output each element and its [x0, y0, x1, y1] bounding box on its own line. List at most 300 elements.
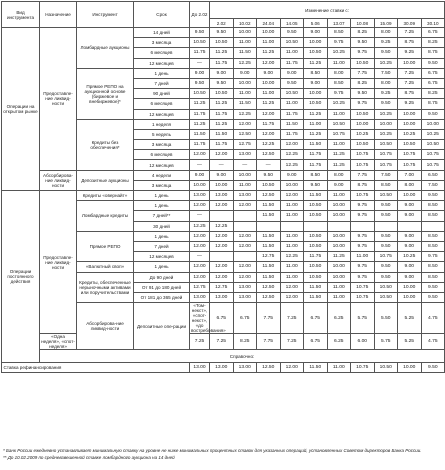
rate-cell: 9.50: [374, 48, 398, 58]
term-cell: 4 недели: [134, 170, 190, 180]
term-cell: 7 дней: [134, 241, 190, 251]
rate-cell: 11.25: [327, 252, 351, 262]
rate-cell: 7.75: [351, 68, 375, 78]
rate-cell: 8.50: [304, 170, 328, 180]
rate-cell: 6.75: [304, 334, 328, 350]
rate-cell: 5.75: [374, 334, 398, 350]
rate-before-cell: 12.75: [190, 282, 210, 292]
rate-before-cell: —: [190, 211, 210, 221]
rate-cell: 12.00: [210, 272, 234, 282]
footnote-1: * Банк России ежедневно устанавливает минимальную ставку на уровне не ниже минимальных процентных ставок для указанных операций, установленных Советом директоров Банка России.: [3, 448, 422, 453]
rate-cell: 13.00: [233, 292, 257, 302]
term-cell: 3 месяца: [134, 140, 190, 150]
rate-cell: 11.50: [304, 292, 328, 302]
rate-cell: 9.75: [351, 272, 375, 282]
rate-cell: 9.00: [210, 170, 234, 180]
rate-cell: 6.50: [421, 170, 445, 180]
rate-cell: 11.00: [327, 140, 351, 150]
rate-cell: 11.25: [327, 160, 351, 170]
rate-cell: 10.00: [280, 180, 304, 190]
reference-label: Справочно:: [40, 350, 445, 363]
rate-cell: 12.00: [210, 231, 234, 241]
group-open-market: Операции на открытом рынке: [2, 28, 40, 191]
refinancing-rate-cell: 13.00: [210, 363, 234, 373]
rate-cell: 10.50: [351, 109, 375, 119]
rate-cell: 8.50: [421, 272, 445, 282]
rate-cell: [210, 211, 234, 221]
rate-cell: 10.50: [304, 231, 328, 241]
rate-cell: 11.25: [304, 58, 328, 68]
rate-cell: 11.50: [257, 231, 281, 241]
rate-cell: 8.50: [421, 211, 445, 221]
rate-cell: 10.25: [374, 129, 398, 139]
rate-cell: 10.25: [374, 58, 398, 68]
rate-cell: [374, 221, 398, 231]
header-date: 13.07: [327, 19, 351, 28]
rate-cell: 6.75: [421, 28, 445, 38]
term-cell: До 90 дней: [134, 272, 190, 282]
rate-before-cell: 9.00: [190, 68, 210, 78]
rate-cell: 10.75: [351, 292, 375, 302]
rate-before-cell: 12.00: [190, 150, 210, 160]
rate-cell: 11.50: [257, 272, 281, 282]
refinancing-label: Ставка рефинансирования: [2, 363, 190, 373]
rate-cell: 11.25: [257, 48, 281, 58]
rate-cell: 6.75: [421, 68, 445, 78]
rate-cell: 11.00: [280, 262, 304, 272]
rate-cell: 10.00: [327, 201, 351, 211]
rate-before-cell: 12.00: [190, 241, 210, 251]
rate-cell: 7.25: [398, 28, 422, 38]
rate-before-cell: 12.25: [190, 221, 210, 231]
rate-cell: 11.75: [304, 252, 328, 262]
term-cell: 12 месяцев: [134, 252, 190, 262]
header-date: 10.02: [233, 19, 257, 28]
rate-cell: 8.50: [421, 201, 445, 211]
rate-cell: 9.50: [210, 28, 234, 38]
rate-cell: 10.25: [374, 109, 398, 119]
header-date: 30.10: [421, 19, 445, 28]
rate-cell: 9.50: [374, 201, 398, 211]
term-cell: «Том-некст», «спот-некст», «до востребования»: [191, 303, 226, 334]
header-term: Срок: [134, 2, 190, 28]
instrument-direct-repo: Прямое РЕПО: [77, 231, 134, 262]
rate-cell: 8.25: [351, 78, 375, 88]
rate-before-cell: 13.00: [190, 292, 210, 302]
rate-before-cell: 10.50: [190, 38, 210, 48]
rate-cell: 10.50: [398, 140, 422, 150]
header-purpose: Назначение: [40, 2, 77, 28]
rate-cell: 10.50: [304, 272, 328, 282]
rate-cell: [327, 221, 351, 231]
term-cell: 12 месяцев: [134, 160, 190, 170]
rate-cell: 12.00: [257, 109, 281, 119]
header-change: Изменение ставки с:: [210, 2, 445, 19]
rate-cell: 10.00: [398, 58, 422, 68]
term-cell: От 91 до 180 дней: [134, 282, 190, 292]
rate-cell: 10.25: [327, 99, 351, 109]
rate-cell: 9.00: [398, 211, 422, 221]
rate-before-cell: 9.50: [190, 78, 210, 88]
rate-cell: 9.00: [398, 231, 422, 241]
rate-cell: 9.00: [398, 262, 422, 272]
rate-cell: [233, 211, 257, 221]
rate-cell: 11.50: [304, 140, 328, 150]
refinancing-rate-cell: 11.50: [304, 363, 328, 373]
instrument-fx-swap: «Валютный своп»: [77, 262, 134, 272]
rate-cell: 11.25: [304, 109, 328, 119]
term-cell: 1 день: [134, 68, 190, 78]
rate-cell: 8.50: [327, 78, 351, 88]
rate-cell: 6.75: [304, 303, 328, 334]
rate-cell: 10.75: [421, 160, 445, 170]
rate-cell: 7.50: [374, 68, 398, 78]
refinancing-rate-cell: 9.50: [421, 363, 445, 373]
rate-before-cell: 11.50: [190, 129, 210, 139]
rate-cell: 9.00: [280, 170, 304, 180]
header-date: 14.05: [280, 19, 304, 28]
rate-cell: 10.00: [304, 38, 328, 48]
rate-cell: 11.75: [304, 150, 328, 160]
header-date: 5.06: [304, 19, 328, 28]
header-date: 15.09: [374, 19, 398, 28]
rate-cell: 10.00: [421, 119, 445, 129]
rate-cell: 11.75: [210, 58, 234, 68]
instrument-overnight: Кредиты «овернайт»: [77, 191, 134, 201]
rate-cell: 8.00: [327, 170, 351, 180]
rate-cell: 9.50: [351, 38, 375, 48]
rate-cell: 10.50: [304, 262, 328, 272]
rate-cell: 8.50: [304, 68, 328, 78]
rate-cell: 12.00: [233, 262, 257, 272]
rate-cell: 9.50: [421, 292, 445, 302]
rate-cell: 10.50: [210, 89, 234, 99]
rate-cell: 9.00: [398, 272, 422, 282]
rate-cell: 9.00: [304, 28, 328, 38]
rate-cell: 12.00: [233, 231, 257, 241]
rate-cell: —: [257, 160, 281, 170]
instrument-deposit-operations: Депозитные опе-рации: [134, 303, 190, 350]
rate-cell: 9.75: [327, 38, 351, 48]
rate-cell: 9.50: [421, 109, 445, 119]
rate-cell: 12.75: [257, 252, 281, 262]
rate-cell: 11.75: [280, 109, 304, 119]
rate-cell: 5.75: [351, 303, 375, 334]
term-cell: От 181 до 365 дней: [134, 292, 190, 302]
rate-cell: 10.00: [327, 241, 351, 251]
rate-cell: —: [210, 160, 234, 170]
rate-before-cell: 11.75: [190, 109, 210, 119]
rate-cell: [351, 221, 375, 231]
rate-cell: 9.50: [257, 170, 281, 180]
rate-cell: 10.50: [210, 38, 234, 48]
term-cell: 30 дней: [134, 221, 190, 231]
rate-cell: [233, 221, 257, 231]
rate-cell: 9.75: [351, 99, 375, 109]
rate-before-cell: 11.25: [190, 119, 210, 129]
rate-cell: [304, 221, 328, 231]
rate-cell: 9.50: [280, 28, 304, 38]
rate-cell: 10.50: [374, 292, 398, 302]
rate-cell: 9.50: [304, 180, 328, 190]
rate-cell: 11.00: [327, 292, 351, 302]
rate-cell: 10.75: [351, 282, 375, 292]
rate-cell: 7.50: [421, 180, 445, 190]
rate-cell: 10.00: [398, 292, 422, 302]
rate-cell: 8.50: [421, 241, 445, 251]
instrument-unsecured-credits: Кредиты без обеспечения*: [77, 119, 134, 170]
rate-cell: 13.00: [233, 191, 257, 201]
rate-cell: 11.00: [304, 119, 328, 129]
rate-cell: 9.00: [233, 68, 257, 78]
rate-cell: 8.25: [351, 28, 375, 38]
refinancing-rate-cell: 10.00: [398, 363, 422, 373]
rate-cell: 13.00: [233, 150, 257, 160]
rate-cell: 11.50: [280, 119, 304, 129]
rate-cell: 7.25: [280, 303, 304, 334]
rate-cell: 4.75: [421, 334, 445, 350]
rate-before-cell: 10.00: [190, 180, 210, 190]
rate-cell: 7.50: [374, 170, 398, 180]
rate-cell: 8.25: [233, 334, 257, 350]
rate-cell: 10.50: [351, 58, 375, 68]
term-cell: 7 дней**: [134, 211, 190, 221]
rate-cell: 9.00: [327, 180, 351, 190]
rate-cell: 11.25: [327, 150, 351, 160]
rate-cell: 9.50: [351, 89, 375, 99]
rate-cell: 11.00: [257, 89, 281, 99]
term-cell: 12 месяцев: [134, 109, 190, 119]
rate-cell: 12.00: [210, 150, 234, 160]
rate-cell: 10.00: [233, 78, 257, 88]
rate-cell: 10.50: [304, 241, 328, 251]
rate-before-cell: —: [190, 252, 210, 262]
rate-cell: 8.00: [374, 78, 398, 88]
rate-cell: 11.75: [280, 58, 304, 68]
rate-cell: 7.25: [398, 78, 422, 88]
rate-cell: 10.25: [327, 48, 351, 58]
header-date: 10.08: [351, 19, 375, 28]
term-cell: 6 месяцев: [134, 150, 190, 160]
rate-cell: 12.00: [233, 201, 257, 211]
rate-cell: 12.00: [257, 58, 281, 68]
rate-cell: 10.50: [421, 140, 445, 150]
group-absorption-standing: Абсорбирова-ние ликвид-ности: [77, 303, 134, 350]
rate-cell: 10.75: [351, 191, 375, 201]
term-cell: 6 месяцев: [134, 48, 190, 58]
rate-cell: [257, 221, 281, 231]
rate-cell: 9.00: [210, 68, 234, 78]
rate-cell: 4.75: [421, 303, 445, 334]
rate-cell: 9.25: [398, 48, 422, 58]
refinancing-rate-cell: 12.00: [280, 363, 304, 373]
rate-cell: 10.75: [374, 252, 398, 262]
rate-cell: [398, 221, 422, 231]
rate-cell: 9.50: [374, 262, 398, 272]
rate-before-cell: 12.00: [190, 231, 210, 241]
rate-cell: 10.50: [257, 180, 281, 190]
rate-cell: 12.00: [210, 241, 234, 251]
rate-cell: 11.50: [257, 201, 281, 211]
rate-cell: 10.75: [398, 160, 422, 170]
header-date: 24.04: [257, 19, 281, 28]
rate-cell: 10.75: [374, 160, 398, 170]
rate-cell: 8.00: [374, 28, 398, 38]
refinancing-rate-cell: 12.50: [257, 363, 281, 373]
instrument-lombard-credits: Ломбардные кредиты: [77, 201, 134, 232]
term-cell: «Одна неделя», «спот-неделя»: [41, 334, 75, 350]
rate-cell: 10.50: [304, 99, 328, 109]
refinancing-rate-cell: 11.00: [327, 363, 351, 373]
rate-cell: 9.50: [374, 211, 398, 221]
rate-cell: 11.50: [257, 241, 281, 251]
term-cell: 6 месяцев: [134, 99, 190, 109]
rate-cell: 11.75: [210, 140, 234, 150]
rate-cell: 8.25: [421, 89, 445, 99]
rate-cell: 10.75: [421, 150, 445, 160]
rate-before-cell: 13.00: [190, 191, 210, 201]
rate-cell: 12.00: [210, 201, 234, 211]
rate-cell: 10.50: [280, 89, 304, 99]
header-before: До 2.02: [190, 2, 210, 28]
rate-cell: 11.00: [327, 109, 351, 119]
term-cell: 1 неделя: [134, 119, 190, 129]
rate-cell: 8.75: [351, 180, 375, 190]
rate-cell: 11.00: [280, 48, 304, 58]
rate-cell: 11.50: [257, 262, 281, 272]
rate-cell: 10.00: [233, 28, 257, 38]
rate-cell: 10.00: [398, 282, 422, 292]
rate-cell: 8.50: [421, 262, 445, 272]
rate-cell: 9.50: [421, 58, 445, 68]
rate-cell: 11.75: [304, 160, 328, 170]
rate-cell: 9.75: [351, 262, 375, 272]
rate-cell: 9.00: [280, 68, 304, 78]
rate-cell: 10.50: [280, 38, 304, 48]
rate-cell: —: [233, 160, 257, 170]
rate-cell: 8.50: [421, 231, 445, 241]
rate-cell: 12.50: [257, 282, 281, 292]
refinancing-before-cell: 13.00: [190, 363, 210, 373]
rate-cell: 11.00: [327, 282, 351, 292]
rate-cell: 13.00: [210, 191, 234, 201]
rate-cell: 6.25: [327, 334, 351, 350]
rate-cell: 11.00: [257, 38, 281, 48]
rate-cell: 12.00: [233, 272, 257, 282]
instrument-repo-auctions: Прямое РЕПО на аукционной основе (биржевое и внебиржевое)*: [77, 68, 134, 119]
rate-cell: 12.25: [257, 140, 281, 150]
rate-cell: 10.50: [374, 140, 398, 150]
rate-cell: 11.75: [210, 109, 234, 119]
rate-cell: 10.00: [304, 89, 328, 99]
rate-cell: [210, 252, 234, 262]
rate-cell: 11.00: [280, 241, 304, 251]
rate-cell: 10.50: [304, 201, 328, 211]
rate-before-cell: 12.00: [190, 201, 210, 211]
rate-cell: 10.00: [257, 78, 281, 88]
rate-cell: 6.75: [233, 303, 257, 334]
rate-cell: 11.50: [304, 282, 328, 292]
rate-cell: 10.00: [327, 262, 351, 272]
rate-cell: 10.50: [351, 140, 375, 150]
rate-cell: 9.50: [374, 241, 398, 251]
rate-before-cell: 9.00: [190, 170, 210, 180]
rate-cell: 9.50: [374, 231, 398, 241]
footnote-2: ** До 10.02.2009 по средневзвешенной ставке ломбардного аукциона на 14 дней: [3, 454, 175, 460]
rate-cell: 10.00: [327, 272, 351, 282]
rate-cell: 6.25: [327, 303, 351, 334]
rate-cell: 10.00: [374, 119, 398, 129]
rate-cell: 9.50: [374, 99, 398, 109]
rate-cell: 12.00: [280, 282, 304, 292]
rate-before-cell: 10.50: [190, 89, 210, 99]
rate-cell: 9.00: [398, 201, 422, 211]
rate-cell: 12.25: [280, 150, 304, 160]
rate-cell: 10.00: [257, 28, 281, 38]
rate-cell: 7.75: [257, 334, 281, 350]
rate-cell: 9.25: [374, 89, 398, 99]
rate-cell: 5.50: [374, 303, 398, 334]
rate-cell: 10.00: [327, 211, 351, 221]
instrument-nonmarket-credits: Кредиты, обеспеченные нерыночными активами или поручительствами: [77, 272, 134, 303]
group-standing: Операции постоянного действия: [2, 191, 40, 363]
refinancing-rate-cell: 10.50: [374, 363, 398, 373]
term-cell: 7 дней: [134, 78, 190, 88]
rate-cell: 8.00: [327, 68, 351, 78]
rate-cell: 11.25: [304, 129, 328, 139]
rate-cell: 9.75: [351, 211, 375, 221]
rate-cell: 12.50: [257, 191, 281, 201]
rate-cell: 10.75: [351, 150, 375, 160]
rate-cell: 7.75: [351, 170, 375, 180]
term-cell: 1 день: [134, 262, 190, 272]
rate-cell: 12.75: [233, 140, 257, 150]
rate-cell: 11.00: [280, 272, 304, 282]
rate-cell: 12.25: [280, 252, 304, 262]
rate-cell: 10.25: [398, 129, 422, 139]
group-provision: Предоставле-ние ликвид-ности: [40, 28, 77, 171]
rate-cell: 8.75: [398, 38, 422, 48]
rate-cell: 12.25: [233, 109, 257, 119]
rate-cell: 9.75: [351, 201, 375, 211]
group-provision-standing: Предоставле-ние ликвид-ности: [40, 191, 77, 334]
rate-cell: 7.75: [257, 303, 281, 334]
rate-cell: 11.00: [351, 252, 375, 262]
term-cell: 14 дней: [134, 28, 190, 38]
rate-cell: 11.75: [257, 119, 281, 129]
rate-cell: 6.75: [421, 78, 445, 88]
rate-cell: 11.00: [233, 180, 257, 190]
rate-cell: 10.00: [233, 170, 257, 180]
rate-cell: 13.00: [233, 282, 257, 292]
rate-cell: 9.50: [210, 78, 234, 88]
rate-cell: 7.25: [398, 68, 422, 78]
rate-cell: 10.00: [351, 119, 375, 129]
group-absorption: Абсорбирова-ние ликвид-ности: [40, 170, 77, 190]
rate-cell: 10.25: [421, 129, 445, 139]
rate-cell: 9.75: [421, 252, 445, 262]
rate-cell: 11.25: [210, 99, 234, 109]
rate-before-cell: 9.50: [190, 28, 210, 38]
rate-cell: 9.50: [421, 191, 445, 201]
refinancing-rate-cell: 10.75: [351, 363, 375, 373]
rate-cell: 8.50: [374, 180, 398, 190]
term-cell: 1 день: [134, 191, 190, 201]
rate-before-cell: 11.75: [190, 140, 210, 150]
header-type: Вид инструмента: [2, 2, 40, 28]
refinancing-rate-cell: 13.00: [233, 363, 257, 373]
rate-cell: [233, 252, 257, 262]
